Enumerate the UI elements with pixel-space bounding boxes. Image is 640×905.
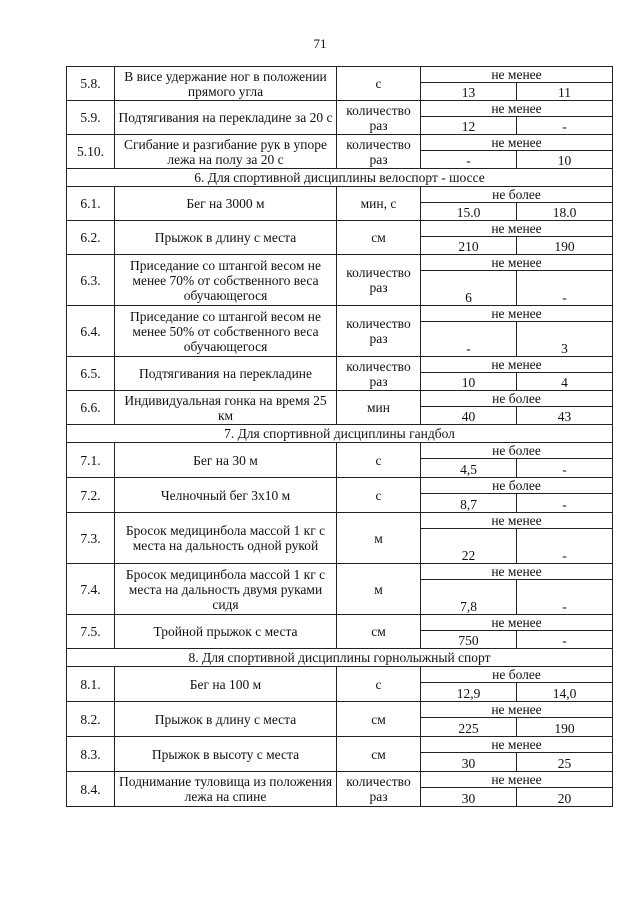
table-row bbox=[67, 391, 613, 407]
row-number: 6.3. bbox=[67, 255, 115, 306]
row-number: 6.4. bbox=[67, 306, 115, 357]
value-boys: - bbox=[421, 151, 517, 169]
exercise-name: Индивидуальная гонка на время 25 км bbox=[115, 391, 337, 425]
value-girls: - bbox=[517, 459, 613, 478]
table-row bbox=[67, 187, 613, 203]
table-row bbox=[67, 478, 613, 494]
exercise-name: Прыжок в длину с места bbox=[115, 702, 337, 737]
exercise-name: Приседание со штангой весом не менее 50% от собственного веса обучающегося bbox=[115, 306, 337, 357]
table-row bbox=[67, 667, 613, 683]
norm-condition: не менее bbox=[421, 101, 613, 117]
value-boys: 22 bbox=[421, 529, 517, 564]
exercise-name: Тройной прыжок с места bbox=[115, 615, 337, 649]
row-number: 5.9. bbox=[67, 101, 115, 135]
table-row bbox=[67, 513, 613, 529]
exercise-name: Бросок медицинбола массой 1 кг с места на дальность двумя руками сидя bbox=[115, 564, 337, 615]
exercise-name: Прыжок в высоту с места bbox=[115, 737, 337, 772]
section-row bbox=[67, 169, 613, 187]
value-girls: - bbox=[517, 494, 613, 513]
exercise-name: В висе удержание ног в положении прямого угла bbox=[115, 67, 337, 101]
unit: м bbox=[337, 564, 421, 615]
page-number: 71 bbox=[313, 36, 327, 51]
row-number: 6.1. bbox=[67, 187, 115, 221]
unit: с bbox=[337, 67, 421, 101]
exercise-name: Сгибание и разгибание рук в упоре лежа на полу за 20 с bbox=[115, 135, 337, 169]
value-girls: 11 bbox=[517, 83, 613, 101]
exercise-name: Подтягивания на перекладине за 20 с bbox=[115, 101, 337, 135]
table-row bbox=[67, 615, 613, 631]
exercise-name: Бег на 100 м bbox=[115, 667, 337, 702]
norms-table bbox=[66, 66, 613, 807]
exercise-name: Бег на 3000 м bbox=[115, 187, 337, 221]
value-girls: 3 bbox=[517, 322, 613, 357]
value-girls: 18.0 bbox=[517, 203, 613, 221]
value-boys: 6 bbox=[421, 271, 517, 306]
norm-condition: не менее bbox=[421, 615, 613, 631]
value-girls: 25 bbox=[517, 753, 613, 772]
table-row bbox=[67, 221, 613, 237]
section-row bbox=[67, 649, 613, 667]
unit: с bbox=[337, 667, 421, 702]
unit: мин bbox=[337, 391, 421, 425]
table-row bbox=[67, 772, 613, 788]
row-number: 8.3. bbox=[67, 737, 115, 772]
row-number: 8.4. bbox=[67, 772, 115, 807]
norm-condition: не более bbox=[421, 667, 613, 683]
value-girls: 20 bbox=[517, 788, 613, 807]
exercise-name: Бег на 30 м bbox=[115, 443, 337, 478]
unit: см bbox=[337, 615, 421, 649]
row-number: 6.6. bbox=[67, 391, 115, 425]
norms-table-body bbox=[67, 67, 613, 807]
value-girls: 43 bbox=[517, 407, 613, 425]
table-row bbox=[67, 67, 613, 83]
table-row bbox=[67, 564, 613, 580]
norm-condition: не менее bbox=[421, 306, 613, 322]
unit: количество раз bbox=[337, 772, 421, 807]
row-number: 7.1. bbox=[67, 443, 115, 478]
unit: см bbox=[337, 737, 421, 772]
value-girls: 4 bbox=[517, 373, 613, 391]
row-number: 6.2. bbox=[67, 221, 115, 255]
value-girls: 190 bbox=[517, 237, 613, 255]
norm-condition: не более bbox=[421, 187, 613, 203]
unit: с bbox=[337, 443, 421, 478]
row-number: 5.8. bbox=[67, 67, 115, 101]
row-number: 8.1. bbox=[67, 667, 115, 702]
norm-condition: не менее bbox=[421, 221, 613, 237]
value-boys: 15.0 bbox=[421, 203, 517, 221]
norm-condition: не менее bbox=[421, 67, 613, 83]
unit: количество раз bbox=[337, 357, 421, 391]
value-boys: 30 bbox=[421, 753, 517, 772]
row-number: 7.4. bbox=[67, 564, 115, 615]
exercise-name: Прыжок в длину с места bbox=[115, 221, 337, 255]
value-boys: 8,7 bbox=[421, 494, 517, 513]
norm-condition: не менее bbox=[421, 772, 613, 788]
norm-condition: не менее bbox=[421, 513, 613, 529]
value-girls: 10 bbox=[517, 151, 613, 169]
value-boys: 750 bbox=[421, 631, 517, 649]
value-boys: 12 bbox=[421, 117, 517, 135]
row-number: 7.3. bbox=[67, 513, 115, 564]
value-girls: - bbox=[517, 580, 613, 615]
unit: с bbox=[337, 478, 421, 513]
value-girls: - bbox=[517, 271, 613, 306]
exercise-name: Подтягивания на перекладине bbox=[115, 357, 337, 391]
table-row bbox=[67, 306, 613, 322]
value-boys: 12,9 bbox=[421, 683, 517, 702]
norm-condition: не менее bbox=[421, 255, 613, 271]
unit: количество раз bbox=[337, 101, 421, 135]
section-title: 7. Для спортивной дисциплины гандбол bbox=[67, 425, 613, 443]
unit: количество раз bbox=[337, 255, 421, 306]
section-row bbox=[67, 425, 613, 443]
unit: количество раз bbox=[337, 135, 421, 169]
norm-condition: не менее bbox=[421, 135, 613, 151]
norm-condition: не менее bbox=[421, 564, 613, 580]
norm-condition: не менее bbox=[421, 737, 613, 753]
value-boys: 4,5 bbox=[421, 459, 517, 478]
table-row bbox=[67, 737, 613, 753]
unit: м bbox=[337, 513, 421, 564]
value-girls: - bbox=[517, 117, 613, 135]
row-number: 8.2. bbox=[67, 702, 115, 737]
row-number: 7.5. bbox=[67, 615, 115, 649]
norm-condition: не более bbox=[421, 391, 613, 407]
value-boys: 210 bbox=[421, 237, 517, 255]
unit: см bbox=[337, 702, 421, 737]
value-boys: 40 bbox=[421, 407, 517, 425]
row-number: 7.2. bbox=[67, 478, 115, 513]
value-boys: - bbox=[421, 322, 517, 357]
row-number: 6.5. bbox=[67, 357, 115, 391]
value-boys: 7,8 bbox=[421, 580, 517, 615]
table-row bbox=[67, 135, 613, 151]
value-girls: 14,0 bbox=[517, 683, 613, 702]
norm-condition: не более bbox=[421, 478, 613, 494]
exercise-name: Поднимание туловища из положения лежа на спине bbox=[115, 772, 337, 807]
value-boys: 13 bbox=[421, 83, 517, 101]
unit: количество раз bbox=[337, 306, 421, 357]
value-girls: - bbox=[517, 631, 613, 649]
value-boys: 10 bbox=[421, 373, 517, 391]
table-row bbox=[67, 702, 613, 718]
value-girls: - bbox=[517, 529, 613, 564]
exercise-name: Челночный бег 3х10 м bbox=[115, 478, 337, 513]
value-boys: 30 bbox=[421, 788, 517, 807]
value-boys: 225 bbox=[421, 718, 517, 737]
table-row bbox=[67, 101, 613, 117]
table-row bbox=[67, 255, 613, 271]
norm-condition: не менее bbox=[421, 702, 613, 718]
norm-condition: не менее bbox=[421, 357, 613, 373]
table-row bbox=[67, 443, 613, 459]
value-girls: 190 bbox=[517, 718, 613, 737]
section-title: 6. Для спортивной дисциплины велоспорт - шоссе bbox=[67, 169, 613, 187]
row-number: 5.10. bbox=[67, 135, 115, 169]
norm-condition: не более bbox=[421, 443, 613, 459]
exercise-name: Приседание со штангой весом не менее 70% от собственного веса обучающегося bbox=[115, 255, 337, 306]
table-row bbox=[67, 357, 613, 373]
unit: см bbox=[337, 221, 421, 255]
section-title: 8. Для спортивной дисциплины горнолыжный спорт bbox=[67, 649, 613, 667]
exercise-name: Бросок медицинбола массой 1 кг с места на дальность одной рукой bbox=[115, 513, 337, 564]
unit: мин, с bbox=[337, 187, 421, 221]
